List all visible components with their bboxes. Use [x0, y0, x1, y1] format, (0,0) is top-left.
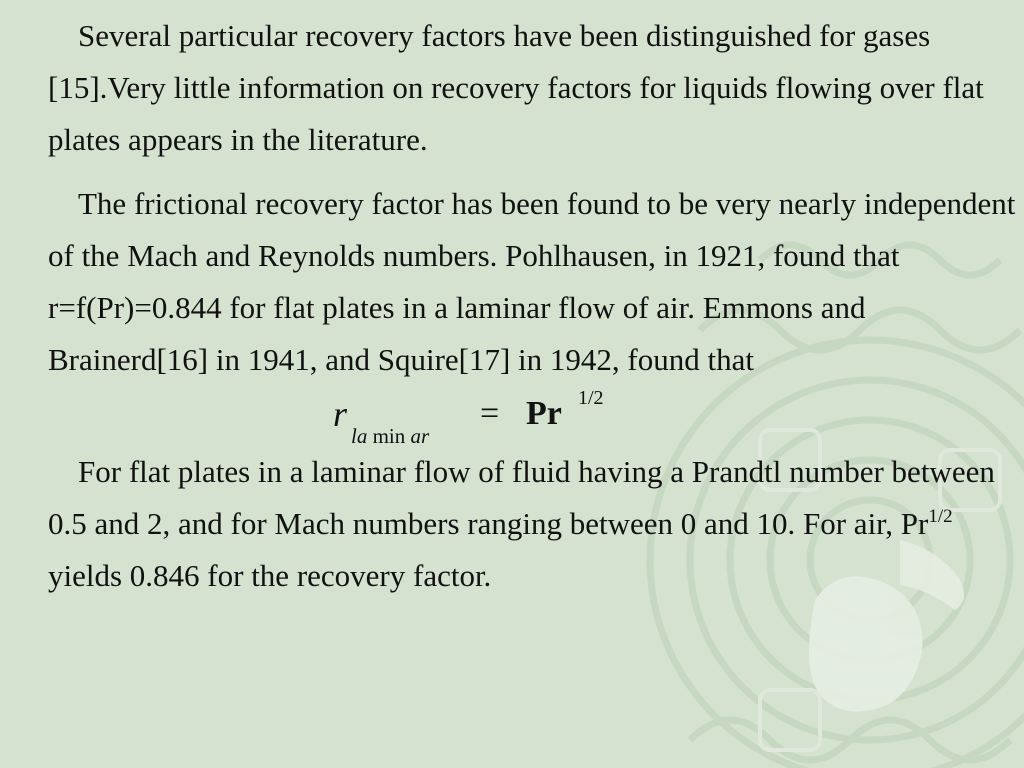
- paragraph-3-superscript: 1/2: [928, 506, 953, 527]
- paragraph-3: [48, 446, 1018, 602]
- paragraph-3-text-a: For flat plates in a laminar flow of fluid having a Prandtl number between 0.5 and 2, and for Mach numbers ranging between 0 and 10. For air, Pr: [48, 454, 995, 541]
- paragraph-1: Several particular recovery factors have been distinguished for gases [15].Very little information on recovery factors for liquids flowing over flat plates appears in the literature.: [48, 18, 984, 157]
- formula-subscript: [351, 410, 429, 462]
- formula-equals: =: [480, 395, 500, 432]
- formula-exponent: 1/2: [578, 387, 604, 409]
- formula-subscript-min: min: [372, 424, 406, 448]
- formula-subscript-ar: ar: [410, 424, 430, 448]
- paragraph-2: The frictional recovery factor has been found to be very nearly independent of the Mach and Reynolds numbers. Pohlhausen, in 1921, found that r=f(Pr)=0.844 for flat plates in a laminar flow of air. Emmons and Brainerd[16] in 1941, and Squire[17] in 1942, found that: [48, 186, 1016, 377]
- paragraph-3-text-b: yields 0.846 for the recovery factor.: [48, 558, 492, 593]
- formula-subscript-la: la: [351, 424, 368, 448]
- recovery-factor-formula: [48, 386, 1018, 446]
- slide-body: [48, 10, 1018, 602]
- formula-pr: Pr: [526, 395, 562, 432]
- formula-r: r: [333, 394, 348, 434]
